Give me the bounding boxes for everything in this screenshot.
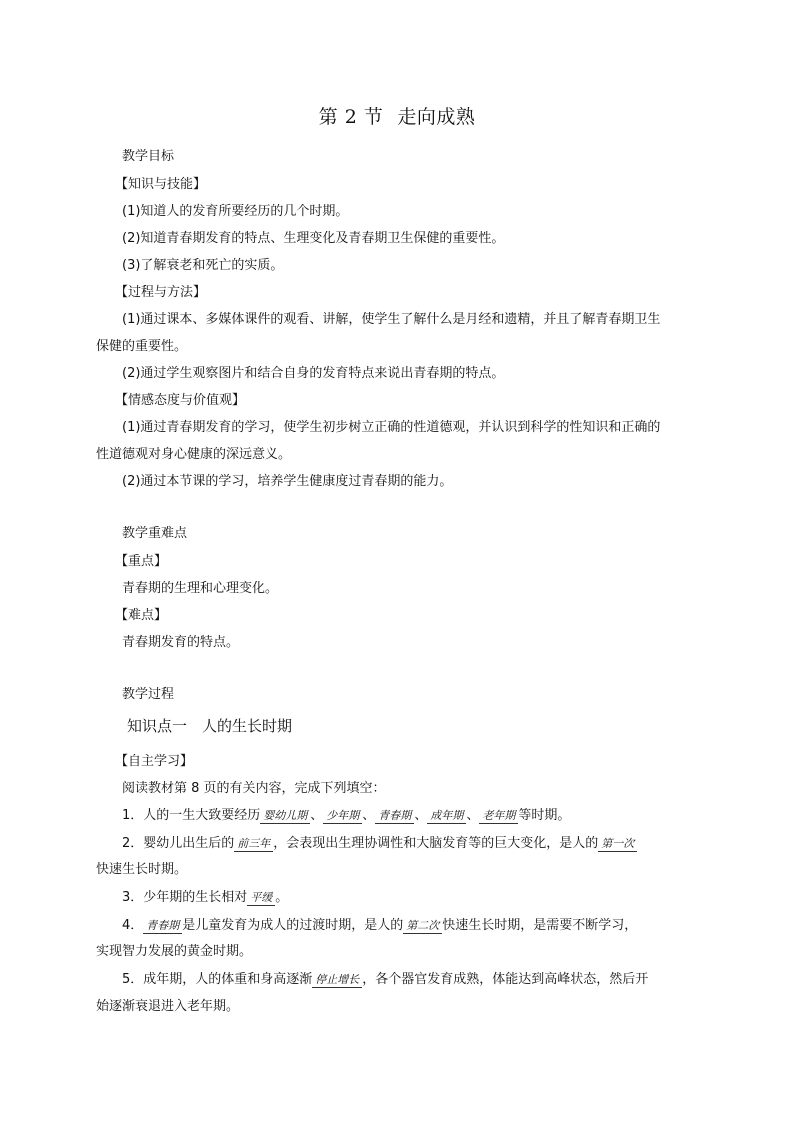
question-5-continued: 始逐渐衰退进入老年期。 [96,999,240,1014]
process-method-heading: 【过程与方法】 [115,285,207,300]
knowledge-item-3: (3)了解衰老和死亡的实质。 [122,258,284,273]
question-2-middle: ，会表现出生理协调性和大脑发育等的巨大变化，是人的 [273,836,599,851]
key-points-heading: 教学重难点 [122,526,188,541]
process-item-2: (2)通过学生观察图片和结合自身的发育特点来说出青春期的特点。 [122,366,505,381]
process-item-1: (1)通过课本、多媒体课件的观看、讲解，使学生了解什么是月经和遗精，并且了解青春期卫生 [122,312,661,327]
process-item-1-continued: 保健的重要性。 [96,339,188,354]
question-2 [122,836,637,852]
question-1-answer-1: 婴幼儿期 [260,808,310,824]
page-title [0,102,794,129]
question-1-separator-1: 、 [310,808,324,823]
self-study-heading: 【自主学习】 [115,754,194,769]
question-4-prefix: 4． [122,918,144,933]
question-4-suffix: 快速生长时期，是需要不断学习， [442,918,638,933]
knowledge-item-1: (1)知道人的发育所要经历的几个时期。 [122,204,349,219]
question-2-answer-1: 前三年 [234,836,273,852]
question-1-answer-2: 少年期 [323,808,362,824]
title-text: 走向成熟 [397,106,476,128]
question-4-continued: 实现智力发展的黄金时期。 [96,944,253,959]
attitude-item-2: (2)通过本节课的学习，培养学生健康度过青春期的能力。 [122,474,453,489]
question-3-prefix: 3．少年期的生长相对 [122,890,248,905]
knowledge-heading: 【知识与技能】 [115,177,207,192]
question-4-answer-2: 第二次 [403,918,442,934]
question-1-prefix: 1．人的一生大致要经历 [122,808,261,823]
question-5-answer-1: 停止增长 [312,972,362,988]
question-3 [122,890,288,906]
question-1-answer-4: 成年期 [427,808,466,824]
difficulty-text: 青春期发育的特点。 [122,635,240,650]
question-2-prefix: 2．婴幼儿出生后的 [122,836,235,851]
focus-text: 青春期的生理和心理变化。 [122,581,279,596]
process-heading: 教学过程 [122,687,175,702]
question-4-middle: 是儿童发育为成人的过渡时期，是人的 [182,918,404,933]
knowledge-item-2: (2)知道青春期发育的特点、生理变化及青春期卫生保健的重要性。 [122,231,505,246]
question-1-separator-3: 、 [414,808,428,823]
focus-heading: 【重点】 [115,554,168,569]
question-2-continued: 快速生长时期。 [96,862,188,877]
question-1-separator-2: 、 [362,808,376,823]
question-3-answer-1: 平缓 [247,890,275,906]
question-1-suffix: 等时期。 [518,808,571,823]
question-2-answer-2: 第一次 [598,836,637,852]
attitude-heading: 【情感态度与价值观】 [115,393,246,408]
question-5-prefix: 5．成年期，人的体重和身高逐渐 [122,972,313,987]
question-1 [122,808,570,824]
question-1-answer-5: 老年期 [479,808,518,824]
question-3-suffix: 。 [275,890,289,905]
question-4 [122,918,637,934]
difficulty-heading: 【难点】 [115,608,168,623]
attitude-item-1-continued: 性道德观对身心健康的深远意义。 [96,447,292,462]
question-4-answer-1: 青春期 [143,918,182,934]
question-5-suffix: ，各个器官发育成熟，体能达到高峰状态，然后开 [362,972,649,987]
title-section-number: 第 2 节 [318,106,384,128]
goals-heading: 教学目标 [122,149,175,164]
question-1-separator-4: 、 [466,808,480,823]
question-1-answer-3: 青春期 [375,808,414,824]
section-title: 知识点一 人的生长时期 [127,717,293,735]
attitude-item-1: (1)通过青春期发育的学习，使学生初步树立正确的性道德观，并认识到科学的性知识和正确的 [122,420,661,435]
question-5 [122,972,648,988]
reading-instruction: 阅读教材第 8 页的有关内容，完成下列填空： [122,781,386,796]
